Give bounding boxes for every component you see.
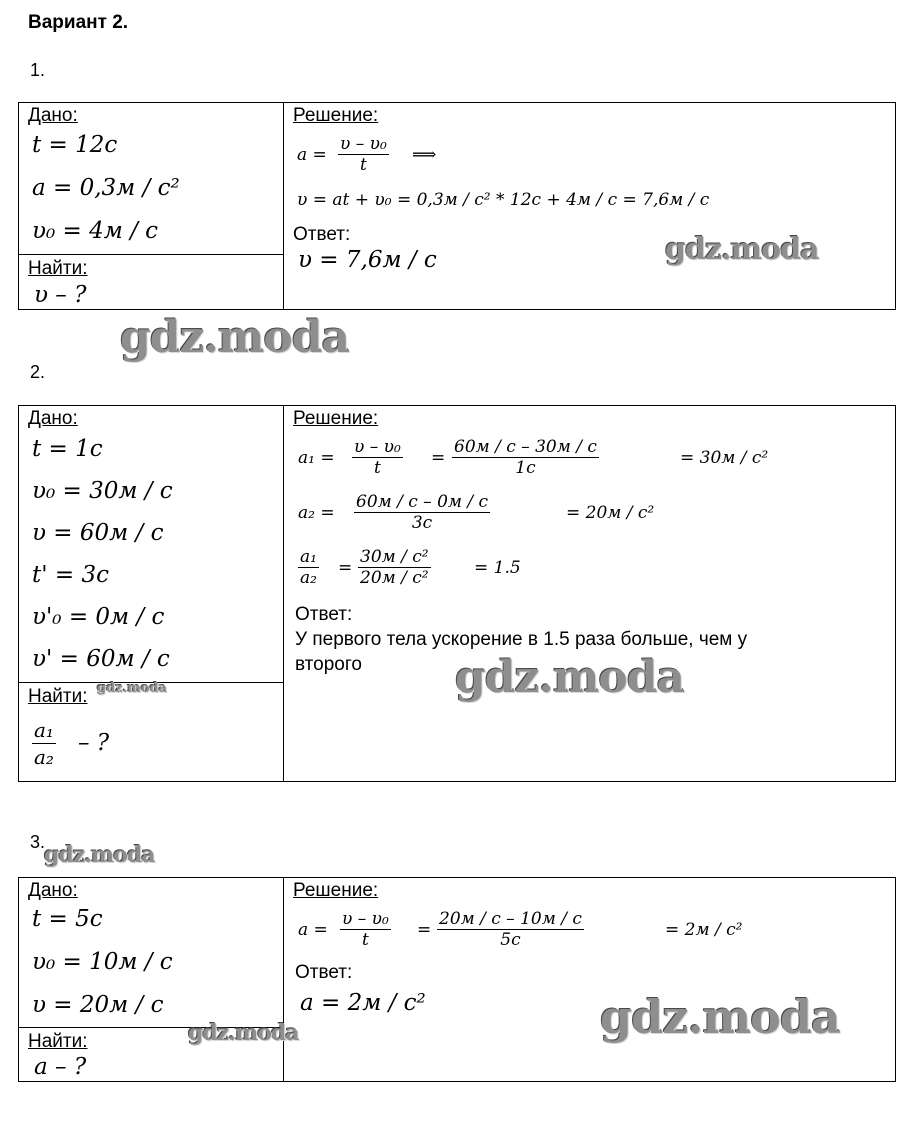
problem-2-eq1-lhs: a₁ = bbox=[298, 448, 335, 468]
problem-2-answer-line-1: У первого тела ускорение в 1.5 раза больше, чем у bbox=[295, 629, 748, 650]
problem-2-eq3-f1-numerator: a₁ bbox=[300, 547, 317, 567]
page-title: Вариант 2. bbox=[28, 12, 129, 33]
problem-1-eq1-numerator: υ – υ₀ bbox=[340, 134, 387, 154]
problem-2-eq2-fraction bbox=[354, 492, 490, 533]
problem-2-given-1: t = 1c bbox=[32, 436, 103, 462]
problem-3-eq1-f1-numerator: υ – υ₀ bbox=[342, 909, 389, 929]
problem-2-number: 2. bbox=[30, 362, 46, 382]
problem-2-eq3-f2-denominator: 20м / c² bbox=[360, 568, 429, 588]
watermark: gdz.moda bbox=[120, 312, 350, 363]
problem-2-find-fraction bbox=[32, 717, 56, 770]
problem-1-given-2: a = 0,3м / c² bbox=[32, 175, 180, 201]
problem-3-given-2: υ₀ = 10м / c bbox=[32, 949, 173, 975]
problem-3-table bbox=[18, 877, 896, 1082]
problem-2-eq1-f2-denominator: 1c bbox=[515, 458, 536, 478]
problem-3-eq1-f2-numerator: 20м / c – 10м / c bbox=[439, 909, 582, 929]
problem-3-find: a – ? bbox=[34, 1054, 87, 1080]
problem-1-find-label: Найти: bbox=[28, 258, 88, 279]
problem-2-eq1-equals: = bbox=[431, 448, 446, 468]
problem-2-given-6: υ' = 60м / c bbox=[32, 646, 170, 672]
problem-2-find-tail: – ? bbox=[78, 730, 110, 756]
problem-2-find-denominator: a₂ bbox=[34, 745, 54, 769]
problem-3-number: 3. bbox=[30, 832, 46, 852]
problem-3-eq1-fraction-2 bbox=[437, 909, 584, 950]
problem-2-given-2: υ₀ = 30м / c bbox=[32, 478, 173, 504]
problem-2-solution-label: Решение: bbox=[293, 408, 379, 429]
problem-3-find-label: Найти: bbox=[28, 1031, 88, 1052]
watermark: gdz.moda bbox=[188, 1020, 299, 1046]
problem-1-answer-label: Ответ: bbox=[293, 224, 351, 245]
problem-1-given-label: Дано: bbox=[28, 105, 78, 126]
problem-2-eq1-result: = 30м / c² bbox=[680, 448, 769, 468]
problem-2-eq1-fraction-1 bbox=[352, 437, 403, 478]
problem-2-eq1-fraction-2 bbox=[452, 437, 599, 478]
problem-1-eq1-denominator: t bbox=[359, 155, 367, 175]
problem-3-divider bbox=[283, 877, 284, 1082]
problem-2-eq2-result: = 20м / c² bbox=[566, 503, 655, 523]
problem-2-given-5: υ'₀ = 0м / c bbox=[32, 604, 165, 630]
problem-2-given-label: Дано: bbox=[28, 408, 78, 429]
problem-3-given-1: t = 5c bbox=[32, 906, 103, 932]
problem-2-eq3-fraction-1 bbox=[298, 547, 319, 588]
problem-3-eq1-f1-denominator: t bbox=[361, 930, 369, 950]
problem-3-eq1-lhs: a = bbox=[298, 920, 328, 940]
problem-2-eq1-f1-denominator: t bbox=[373, 458, 381, 478]
problem-2-given-3: υ = 60м / c bbox=[32, 520, 164, 546]
problem-2-eq1-f1-numerator: υ – υ₀ bbox=[354, 437, 401, 457]
problem-1-eq1-lhs: a = bbox=[297, 145, 327, 165]
watermark: gdz.moda bbox=[600, 990, 840, 1044]
problem-2-given-4: t' = 3c bbox=[32, 562, 109, 588]
problem-2-eq3-f1-denominator: a₂ bbox=[300, 568, 317, 588]
problem-3-eq1-f2-denominator: 5c bbox=[500, 930, 521, 950]
problem-2-eq3-result: = 1.5 bbox=[474, 558, 521, 578]
problem-1-number: 1. bbox=[30, 60, 46, 80]
problem-2-eq3-f2-numerator: 30м / c² bbox=[360, 547, 429, 567]
problem-3-answer: a = 2м / c² bbox=[300, 990, 426, 1016]
watermark: gdz.moda bbox=[665, 232, 819, 267]
problem-1-find-divider bbox=[18, 254, 284, 255]
problem-2-eq2-lhs: a₂ = bbox=[298, 503, 335, 523]
problem-2-answer-line-2: второго bbox=[295, 654, 362, 675]
problem-2-eq1-f2-numerator: 60м / c – 30м / c bbox=[454, 437, 597, 457]
problem-2-find-label: Найти: bbox=[28, 686, 88, 707]
problem-3-given-3: υ = 20м / c bbox=[32, 992, 164, 1018]
problem-1-given-3: υ₀ = 4м / c bbox=[32, 218, 159, 244]
problem-2-divider bbox=[283, 405, 284, 782]
problem-1-answer: υ = 7,6м / c bbox=[298, 247, 437, 273]
problem-2-find-numerator: a₁ bbox=[34, 718, 54, 742]
problem-3-eq1-result: = 2м / c² bbox=[665, 920, 743, 940]
problem-2-answer-label: Ответ: bbox=[295, 604, 353, 625]
problem-3-eq1-fraction-1 bbox=[340, 909, 391, 950]
problem-1-find: υ – ? bbox=[34, 282, 87, 308]
problem-2-eq3-fraction-2 bbox=[358, 547, 431, 588]
problem-3-answer-label: Ответ: bbox=[295, 962, 353, 983]
watermark: gdz.moda bbox=[44, 842, 155, 868]
watermark: gdz.moda bbox=[455, 652, 685, 703]
problem-1-eq1-fraction bbox=[338, 134, 389, 175]
problem-2-eq2-denominator: 3c bbox=[411, 513, 433, 533]
problem-2-eq3-equals: = bbox=[338, 558, 353, 578]
problem-1-given-1: t = 12c bbox=[32, 132, 118, 158]
problem-3-solution-label: Решение: bbox=[293, 880, 379, 901]
problem-3-given-label: Дано: bbox=[28, 880, 78, 901]
watermark: gdz.moda bbox=[97, 681, 168, 696]
problem-1-solution-label: Решение: bbox=[293, 105, 379, 126]
problem-1-implies: ⟹ bbox=[412, 145, 437, 165]
problem-1-divider bbox=[283, 102, 284, 310]
problem-1-eq2: υ = at + υ₀ = 0,3м / c² * 12c + 4м / c = 7,6м / c bbox=[297, 190, 710, 210]
problem-3-eq1-equals: = bbox=[417, 920, 432, 940]
problem-2-eq2-numerator: 60м / c – 0м / c bbox=[356, 492, 489, 512]
